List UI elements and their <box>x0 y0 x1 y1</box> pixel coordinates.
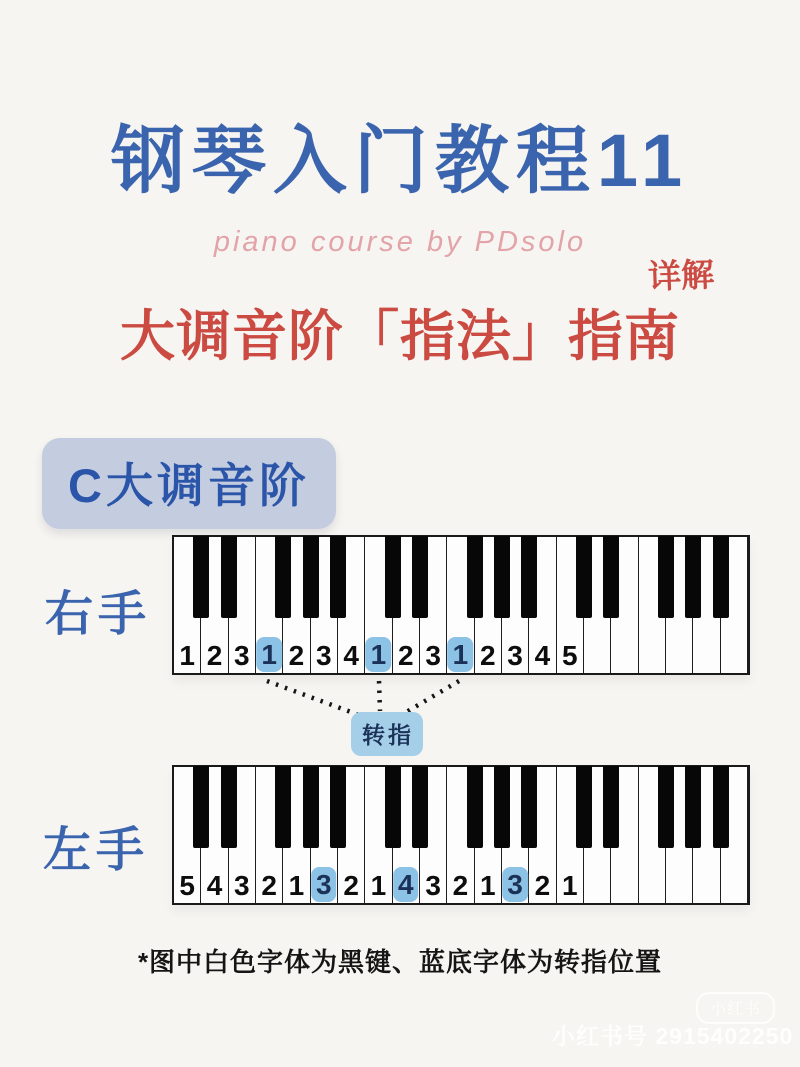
finger-number: 3 <box>507 640 523 671</box>
finger-number-turn: 3 <box>502 867 528 902</box>
finger-number: 1 <box>288 870 305 901</box>
watermark-id: 小红书号 2915402250 <box>552 1023 794 1049</box>
black-key <box>193 766 209 848</box>
black-key <box>685 766 701 848</box>
black-key <box>603 766 619 848</box>
black-key <box>221 766 237 848</box>
black-key <box>330 766 346 848</box>
black-key <box>275 536 291 618</box>
finger-number-turn: 3 <box>311 867 337 902</box>
finger-number: 2 <box>288 640 305 671</box>
finger-number: 4 <box>343 640 359 671</box>
turn-badge: 转指 <box>351 712 423 756</box>
finger-number: 3 <box>425 870 441 901</box>
subtitle: piano course by PDsolo <box>213 226 587 258</box>
finger-number: 1 <box>561 870 578 901</box>
right-hand-keyboard <box>172 535 750 675</box>
black-key <box>385 766 401 848</box>
black-key <box>521 536 537 618</box>
finger-number: 3 <box>425 640 441 671</box>
black-key <box>221 536 237 618</box>
scale-badge: C大调音阶 <box>42 438 336 529</box>
finger-number: 3 <box>234 640 250 671</box>
black-key <box>713 536 729 618</box>
black-key <box>303 766 319 848</box>
black-key <box>330 536 346 618</box>
black-key <box>658 766 674 848</box>
black-key <box>494 766 510 848</box>
finger-number: 5 <box>179 870 195 901</box>
black-key <box>275 766 291 848</box>
finger-number: 5 <box>561 640 578 671</box>
black-key <box>685 536 701 618</box>
left-hand-label: 左手 <box>43 824 150 877</box>
finger-number: 3 <box>316 640 332 671</box>
finger-number: 3 <box>234 870 250 901</box>
right-hand-label: 右手 <box>45 588 152 641</box>
black-key <box>385 536 401 618</box>
black-key <box>303 536 319 618</box>
finger-number: 1 <box>370 870 387 901</box>
black-key <box>713 766 729 848</box>
finger-number: 2 <box>534 870 551 901</box>
finger-number: 2 <box>206 640 223 671</box>
finger-number-turn: 1 <box>256 637 282 672</box>
black-key <box>412 536 428 618</box>
black-key <box>467 766 483 848</box>
red-heading: 大调音阶「指法」指南 <box>119 305 680 367</box>
detail-tag: 详解 <box>647 255 715 296</box>
finger-number-turn: 1 <box>448 637 474 672</box>
black-key <box>412 766 428 848</box>
black-key <box>603 536 619 618</box>
finger-number: 4 <box>534 640 551 671</box>
finger-number: 2 <box>261 870 277 901</box>
page-title: 钢琴入门教程11 <box>110 119 690 202</box>
black-key <box>193 536 209 618</box>
finger-number-turn: 4 <box>393 867 419 902</box>
finger-number: 2 <box>479 640 496 671</box>
finger-number: 1 <box>479 870 496 901</box>
watermark-logo-badge: 小红书 <box>696 992 775 1024</box>
black-key <box>521 766 537 848</box>
footnote: *图中白色字体为黑键、蓝底字体为转指位置 <box>137 947 663 977</box>
finger-number: 4 <box>206 870 223 901</box>
finger-number: 2 <box>452 870 469 901</box>
black-key <box>494 536 510 618</box>
finger-number: 1 <box>179 640 195 671</box>
finger-number: 2 <box>397 640 414 671</box>
black-key <box>658 536 674 618</box>
finger-number: 2 <box>343 870 359 901</box>
black-key <box>576 536 592 618</box>
black-key <box>576 766 592 848</box>
left-hand-keyboard <box>172 765 750 905</box>
finger-number-turn: 1 <box>366 637 392 672</box>
black-key <box>467 536 483 618</box>
